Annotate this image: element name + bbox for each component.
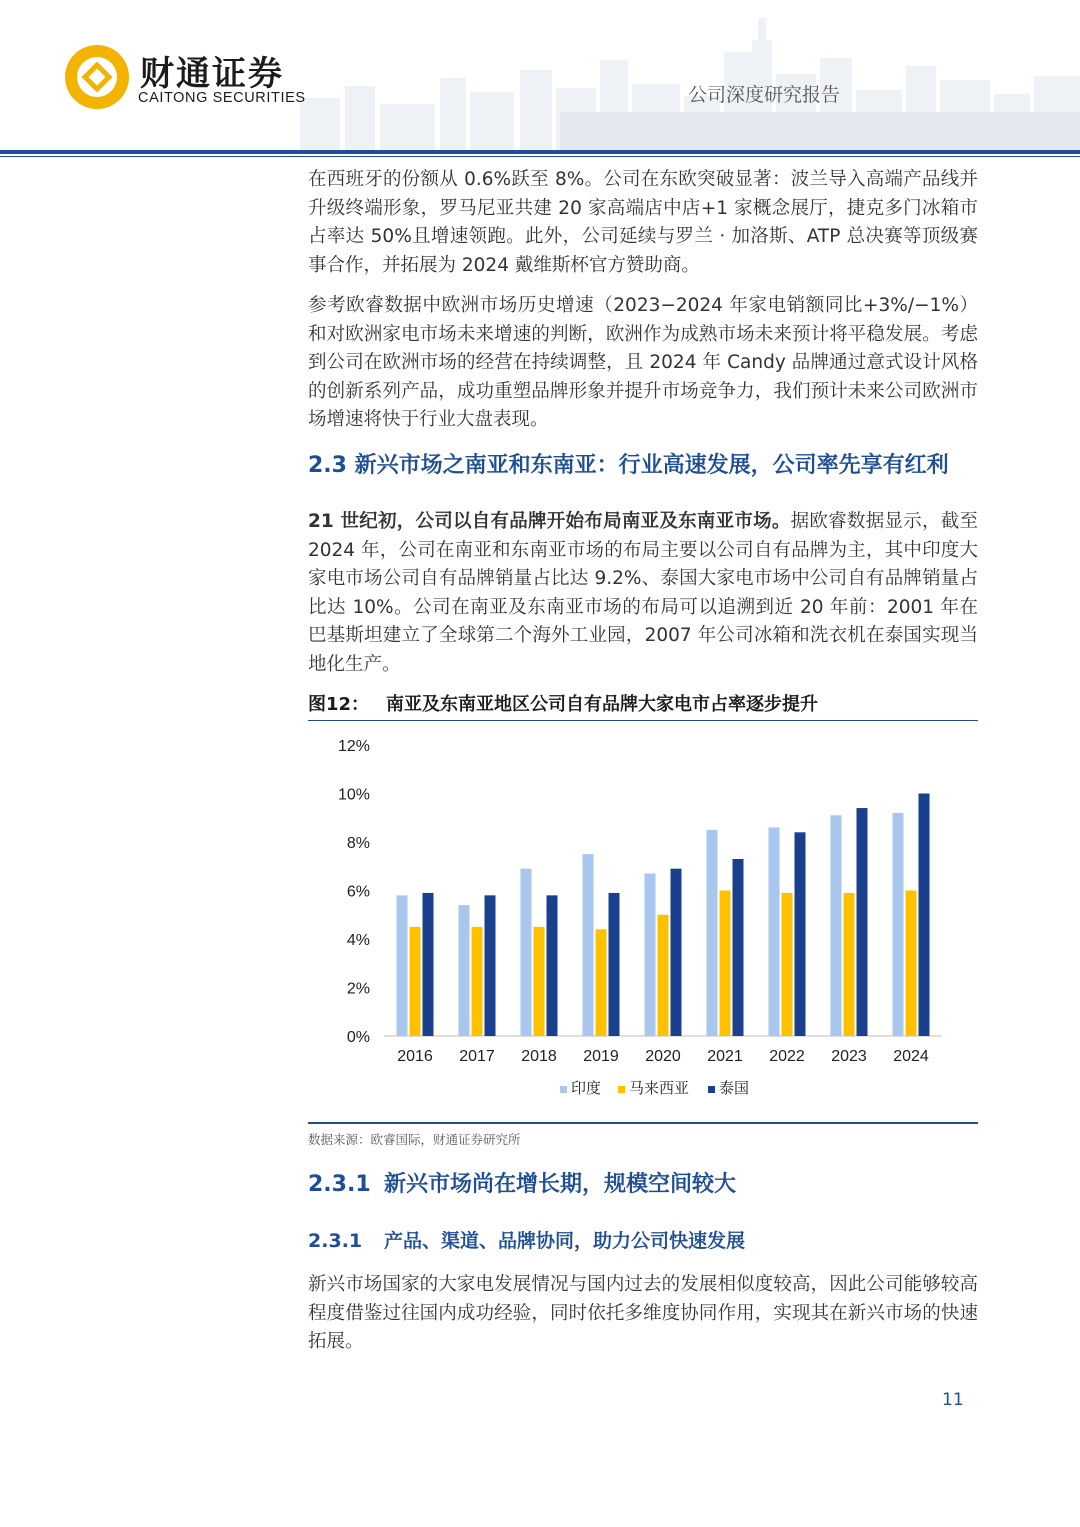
x-tick-label: 2019	[583, 1048, 619, 1065]
bar-2024-泰国	[919, 794, 930, 1037]
bar-2022-印度	[769, 827, 780, 1036]
paragraph-text: 新兴市场国家的大家电发展情况与国内过去的发展相似度较高，因此公司能够较高程度借鉴过往国内成功经验，同时依托多维度协同作用，实现其在新兴市场的快速拓展。	[308, 1274, 978, 1352]
bar-2021-马来西亚	[720, 891, 731, 1037]
paragraph-text	[308, 508, 978, 679]
y-tick-label: 4%	[346, 932, 370, 949]
bar-2022-马来西亚	[782, 893, 793, 1036]
bar-2020-马来西亚	[658, 915, 669, 1036]
x-tick-label: 2022	[769, 1048, 805, 1065]
figure-source: 数据来源：欧睿国际，财通证券研究所	[308, 1132, 521, 1147]
header-rule-thin	[0, 156, 1080, 157]
y-tick-label: 10%	[337, 786, 370, 804]
subsection-number: 2.3.1	[308, 1230, 363, 1252]
legend-label: 泰国	[719, 1079, 750, 1097]
caitong-logo-icon	[62, 42, 132, 112]
paragraph-lead: 21 世纪初，公司以自有品牌开始布局南亚及东南亚市场。	[308, 511, 791, 532]
bar-2024-印度	[893, 813, 904, 1036]
figure-bottom-rule	[308, 1122, 978, 1124]
paragraph-europe-share	[308, 166, 978, 280]
y-tick-label: 12%	[337, 738, 370, 755]
x-tick-label: 2016	[397, 1048, 433, 1065]
bar-2016-泰国	[423, 893, 434, 1036]
legend-swatch	[560, 1086, 567, 1093]
x-tick-label: 2018	[521, 1048, 557, 1065]
x-tick-label: 2024	[893, 1048, 929, 1065]
bar-2021-印度	[707, 830, 718, 1036]
bar-2019-泰国	[609, 893, 620, 1036]
subsection-heading-2	[308, 1226, 978, 1256]
paragraph-south-asia	[308, 508, 978, 679]
bar-2019-马来西亚	[596, 929, 607, 1036]
bar-2020-印度	[645, 874, 656, 1036]
legend-label: 马来西亚	[629, 1079, 690, 1097]
bar-2021-泰国	[733, 859, 744, 1036]
bar-2024-马来西亚	[906, 891, 917, 1037]
bar-2018-马来西亚	[534, 927, 545, 1036]
page-header	[0, 0, 1080, 160]
bar-2018-印度	[521, 869, 532, 1036]
x-tick-label: 2020	[645, 1048, 681, 1065]
paragraph-europe-outlook	[308, 292, 978, 435]
y-tick-label: 8%	[346, 835, 370, 852]
subsection-title: 产品、渠道、品牌协同，助力公司快速发展	[384, 1230, 746, 1252]
y-tick-label: 6%	[346, 883, 370, 901]
bar-2019-印度	[583, 854, 594, 1036]
subsection-number: 2.3.1	[308, 1172, 371, 1197]
paragraph-rest: 据欧睿数据显示，截至 2024 年，公司在南亚和东南亚市场的布局主要以公司自有品牌为主，其中印度大家电市场公司自有品牌销量占比达 9.2%、泰国大家电市场中公司自有品牌销量占比达 10%。公司在南亚及东南亚市场的布局可以追溯到近 20 年前：2001 年在巴基斯坦建立了全球第二个海外工业园，2007 年公司冰箱和洗衣机在泰国实现当地化生产。	[308, 511, 978, 675]
bar-2018-泰国	[547, 895, 558, 1036]
bar-2017-印度	[459, 905, 470, 1036]
legend-label: 印度	[571, 1079, 602, 1097]
section-heading: 2.3 新兴市场之南亚和东南亚：行业高速发展，公司率先享有红利	[308, 453, 949, 478]
brand-name-en: CAITONG SECURITIES	[138, 90, 306, 106]
legend-swatch	[618, 1086, 625, 1093]
figure-label: 图12：	[308, 694, 370, 715]
figure-caption: 南亚及东南亚地区公司自有品牌大家电市占率逐步提升	[386, 694, 818, 715]
bar-2017-马来西亚	[472, 927, 483, 1036]
bar-2023-马来西亚	[844, 893, 855, 1036]
subsection-title: 新兴市场尚在增长期，规模空间较大	[384, 1172, 737, 1197]
bar-2016-马来西亚	[410, 927, 421, 1036]
x-tick-label: 2017	[459, 1048, 495, 1065]
bar-2017-泰国	[485, 895, 496, 1036]
brand-name-cn: 财通证券	[140, 54, 284, 94]
bar-2016-印度	[397, 895, 408, 1036]
bar-2020-泰国	[671, 869, 682, 1036]
report-type: 公司深度研究报告	[687, 84, 840, 106]
figure-title	[308, 690, 978, 721]
bar-2023-印度	[831, 815, 842, 1036]
market-share-bar-chart	[308, 725, 978, 1120]
subsection-heading	[308, 1168, 978, 1202]
header-rule	[0, 150, 1080, 154]
bar-2022-泰国	[795, 832, 806, 1036]
legend-swatch	[708, 1086, 715, 1093]
x-tick-label: 2021	[707, 1048, 743, 1065]
y-tick-label: 0%	[346, 1029, 370, 1046]
bar-2023-泰国	[857, 808, 868, 1036]
y-tick-label: 2%	[346, 980, 370, 998]
paragraph-text: 在西班牙的份额从 0.6%跃至 8%。公司在东欧突破显著：波兰导入高端产品线并升级终端形象，罗马尼亚共建 20 家高端店中店+1 家概念展厅，捷克多门冰箱市占率达 50%且增速领跑。此外，公司延续与罗兰 · 加洛斯、ATP 总决赛等顶级赛事合作，并拓展为 2024 戴维斯杯官方赞助商。	[308, 169, 978, 276]
paragraph-text: 参考欧睿数据中欧洲市场历史增速（2023−2024 年家电销额同比+3%/−1%）和对欧洲家电市场未来增速的判断，欧洲作为成熟市场未来预计将平稳发展。考虑到公司在欧洲市场的经营在持续调整，且 2024 年 Candy 品牌通过意式设计风格的创新系列产品，成功重塑品牌形象并提升市场竞争力，我们预计未来公司欧洲市场增速将快于行业大盘表现。	[308, 295, 978, 430]
x-tick-label: 2023	[831, 1048, 867, 1065]
paragraph-synergy	[308, 1271, 978, 1357]
page-number: 11	[942, 1390, 964, 1410]
